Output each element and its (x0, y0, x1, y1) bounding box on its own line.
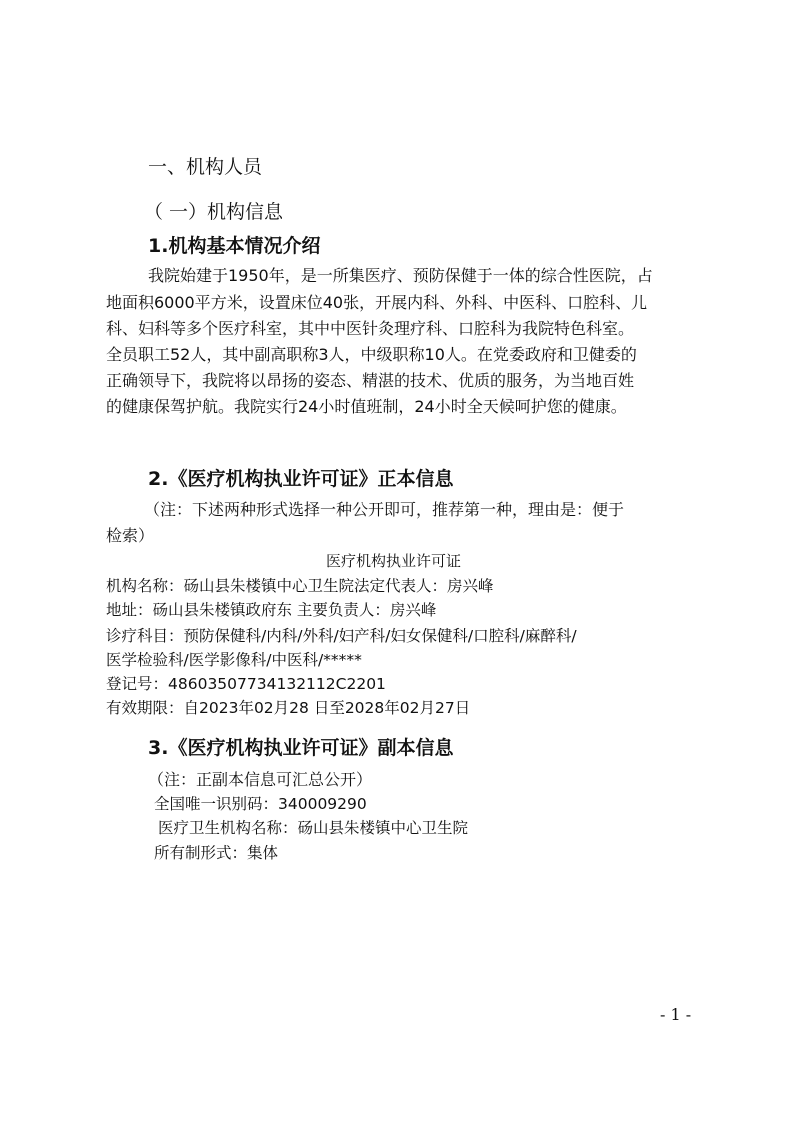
heading-license-original: 2.《医疗机构执业许可证》正本信息 (148, 468, 454, 490)
certificate-line: 地址：砀山县朱楼镇政府东 主要负责人：房兴峰 (106, 601, 437, 619)
certificate-title: 医疗机构执业许可证 (326, 552, 462, 570)
note-line: （注：下述两种形式选择一种公开即可，推荐第一种，理由是：便于 (144, 500, 625, 519)
copy-info-line: 医疗卫生机构名称：砀山县朱楼镇中心卫生院 (158, 819, 469, 837)
heading-license-copy: 3.《医疗机构执业许可证》副本信息 (148, 737, 454, 759)
intro-line: 的健康保驾护航。我院实行24小时值班制，24小时全天候呵护您的健康。 (106, 397, 627, 416)
certificate-line: 有效期限：自2023年02月28 日至2028年02月27日 (106, 699, 471, 717)
intro-line: 全员职工52人，其中副高职称3人，中级职称10人。在党委政府和卫健委的 (106, 345, 637, 364)
certificate-line: 登记号：48603507734132112C2201 (106, 675, 386, 693)
intro-line: 科、妇科等多个医疗科室，其中中医针灸理疗科、口腔科为我院特色科室。 (106, 319, 635, 338)
section-title: 一、机构人员 (148, 156, 263, 178)
copy-info-line: 全国唯一识别码：340009290 (154, 795, 367, 813)
subsection-title: （ 一）机构信息 (144, 201, 284, 223)
certificate-line: 诊疗科目：预防保健科/内科/外科/妇产科/妇女保健科/口腔科/麻醉科/ (106, 627, 577, 645)
certificate-line: 机构名称：砀山县朱楼镇中心卫生院法定代表人：房兴峰 (106, 577, 494, 595)
intro-line: 地面积6000平方米，设置床位40张，开展内科、外科、中医科、口腔科、儿 (106, 293, 648, 312)
intro-line: 正确领导下，我院将以昂扬的姿态、精湛的技术、优质的服务，为当地百姓 (106, 371, 635, 390)
heading-basic-intro: 1.机构基本情况介绍 (148, 235, 321, 257)
note-line: 检索） (106, 526, 155, 545)
note-line: （注：正副本信息可汇总公开） (148, 770, 373, 789)
certificate-line: 医学检验科/医学影像科/中医科/***** (106, 651, 362, 669)
copy-info-line: 所有制形式：集体 (154, 844, 279, 862)
intro-line: 我院始建于1950年，是一所集医疗、预防保健于一体的综合性医院，占 (148, 266, 653, 285)
page-number: - 1 - (660, 1005, 692, 1024)
